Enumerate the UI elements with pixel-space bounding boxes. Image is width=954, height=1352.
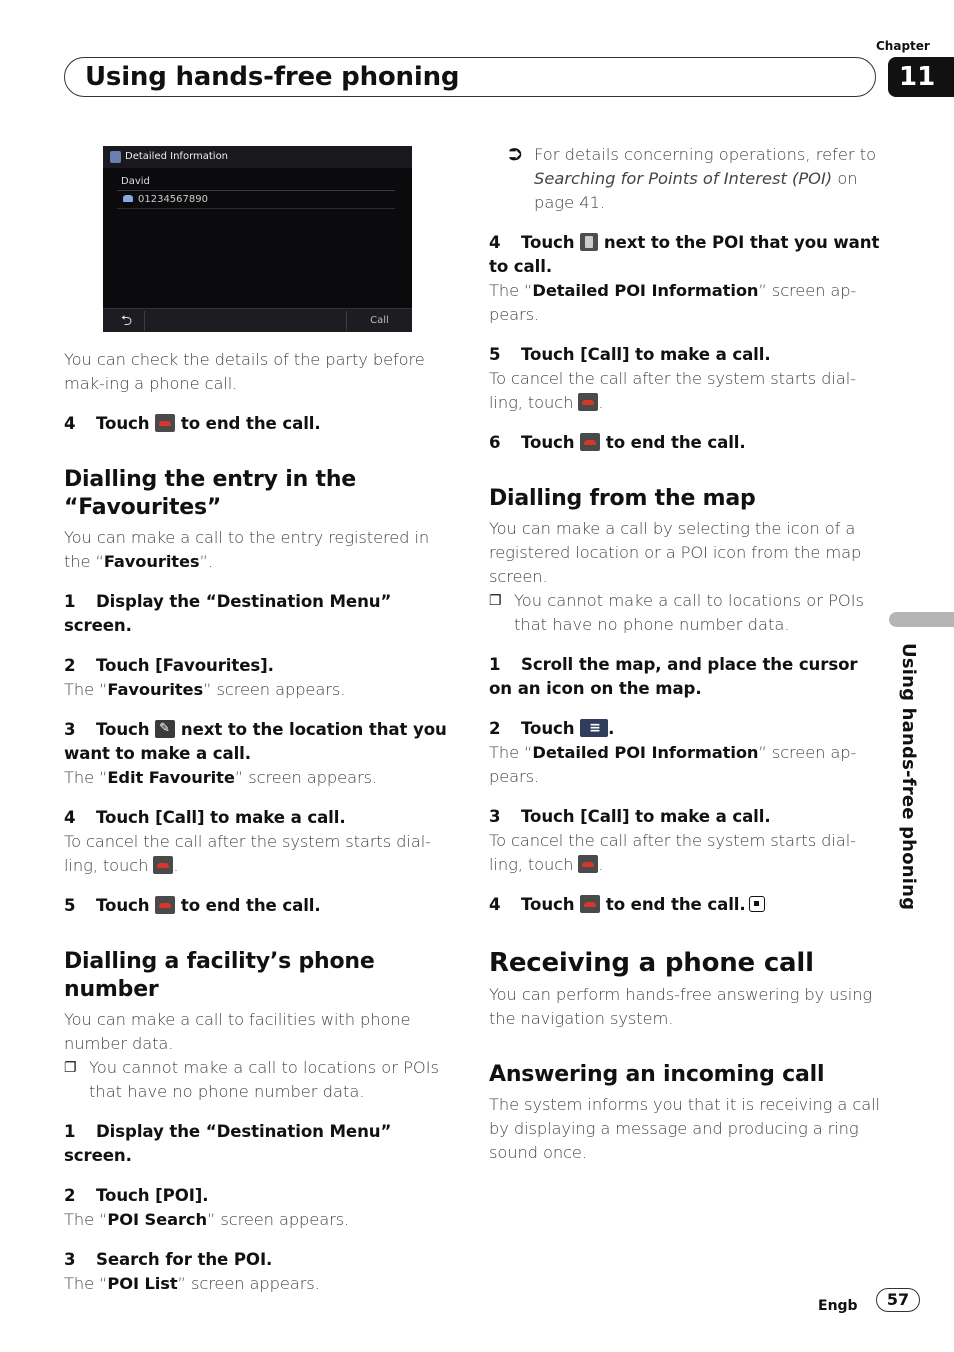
side-tab [889,612,954,627]
phone-icon[interactable] [580,233,598,251]
chapter-number: 11 [888,57,954,97]
screen-title: Detailed Information [125,151,229,162]
poi-step-5: 5 Touch [Call] to make a call. [489,345,771,364]
fav-step-1: 1 Display the “Destination Menu” screen. [64,592,392,635]
right-column [489,143,881,1165]
screen-bottom-bar [103,308,412,332]
favourites-intro: You can make a call to the entry registered in the “Favourites”. [64,528,430,571]
answering-intro: The system informs you that it is receiving a call by displaying a message and producing a ring sound once. [489,1095,880,1162]
fav-step-5: 5 Touch to end the call. [64,896,321,915]
footer-language: Engb [818,1298,858,1314]
end-call-icon[interactable] [578,393,598,411]
chapter-label: Chapter [876,39,930,53]
fav-step-2-desc: The “Favourites” screen appears. [64,680,346,699]
map-step-1: 1 Scroll the map, and place the cursor on an icon on the map. [489,655,858,698]
header-box [64,57,876,97]
contact-number: 01234567890 [123,194,208,205]
section-heading-favourites: Dialling the entry in the “Favourites” [64,467,357,520]
map-bullet: ❐ You cannot make a call to locations or POIs that have no phone number data. [489,589,881,637]
facility-step-1: 1 Display the “Destination Menu” screen. [64,1122,392,1165]
end-call-icon[interactable] [580,433,600,451]
end-call-icon[interactable] [155,414,175,432]
fav-step-4: 4 Touch [Call] to make a call. [64,808,346,827]
section-heading-facility: Dialling a facility’s phone number [64,949,375,1002]
arrow-note-icon: ⮊ [509,145,522,164]
call-button[interactable]: Call [346,311,412,331]
page-number: 57 [876,1288,920,1312]
facility-step-2: 2 Touch [POI]. [64,1186,209,1205]
side-tab-label: Using hands-free phoning [898,643,919,911]
phone-book-icon [110,151,121,163]
end-call-icon[interactable] [578,855,598,873]
reference-note: ⮊ For details concerning operations, refer to Searching for Points of Interest (POI) on page 41. [489,143,881,215]
step-4-end-call: 4 Touch to end the call. [64,414,321,433]
fav-step-4-desc: To cancel the call after the system starts dial-ling, touch . [64,832,431,875]
end-call-icon[interactable] [155,896,175,914]
end-call-icon[interactable] [580,895,600,913]
fav-step-3-desc: The “Edit Favourite” screen appears. [64,768,377,787]
poi-step-4-desc: The “Detailed POI Information” screen ap-pears. [489,281,857,324]
facility-step-3-desc: The “POI List” screen appears. [64,1274,320,1293]
section-end-icon [749,896,765,912]
section-heading-receiving: Receiving a phone call [489,948,814,978]
facility-intro: You can make a call to facilities with phone number data. [64,1010,411,1053]
poi-step-4: 4 Touch next to the POI that you want to call. [489,233,880,276]
section-heading-answering: Answering an incoming call [489,1062,825,1087]
fav-step-3: 3 Touch ✎ next to the location that you want to make a call. [64,718,456,766]
receiving-intro: You can perform hands-free answering by using the navigation system. [489,985,873,1028]
page-title: Using hands-free phoning [85,62,460,92]
map-step-3-desc: To cancel the call after the system starts dial-ling, touch . [489,831,856,874]
end-call-icon[interactable] [153,856,173,874]
contact-name: David [121,176,150,187]
detailed-information-screenshot [103,146,412,332]
map-step-3: 3 Touch [Call] to make a call. [489,807,771,826]
checkbox-bullet-icon: ❐ [64,1060,77,1076]
back-arrow-icon[interactable]: ⮌ [109,311,145,331]
poi-step-5-desc: To cancel the call after the system starts dial-ling, touch . [489,369,856,412]
checkbox-bullet-icon: ❐ [489,593,502,609]
section-heading-map: Dialling from the map [489,486,756,511]
info-list-icon[interactable] [580,719,608,737]
screen-title-bar [103,146,412,168]
fav-step-2: 2 Touch [Favourites]. [64,656,274,675]
map-step-2: 2 Touch ≡ . [489,717,881,741]
facility-step-3: 3 Search for the POI. [64,1250,273,1269]
facility-step-2-desc: The “POI Search” screen appears. [64,1210,350,1229]
map-step-4: 4 Touch to end the call. [489,893,881,917]
poi-step-6: 6 Touch to end the call. [489,433,746,452]
phone-icon [123,195,133,202]
map-step-2-desc: The “Detailed POI Information” screen ap-pears. [489,743,857,786]
edit-icon[interactable] [155,720,175,738]
map-intro: You can make a call by selecting the icon of a registered location or a POI icon from the map screen. [489,519,862,586]
facility-bullet: ❐ You cannot make a call to locations or POIs that have no phone number data. [64,1056,456,1104]
screenshot-caption: You can check the details of the party before mak-ing a phone call. [64,350,425,393]
left-column [64,146,456,1296]
